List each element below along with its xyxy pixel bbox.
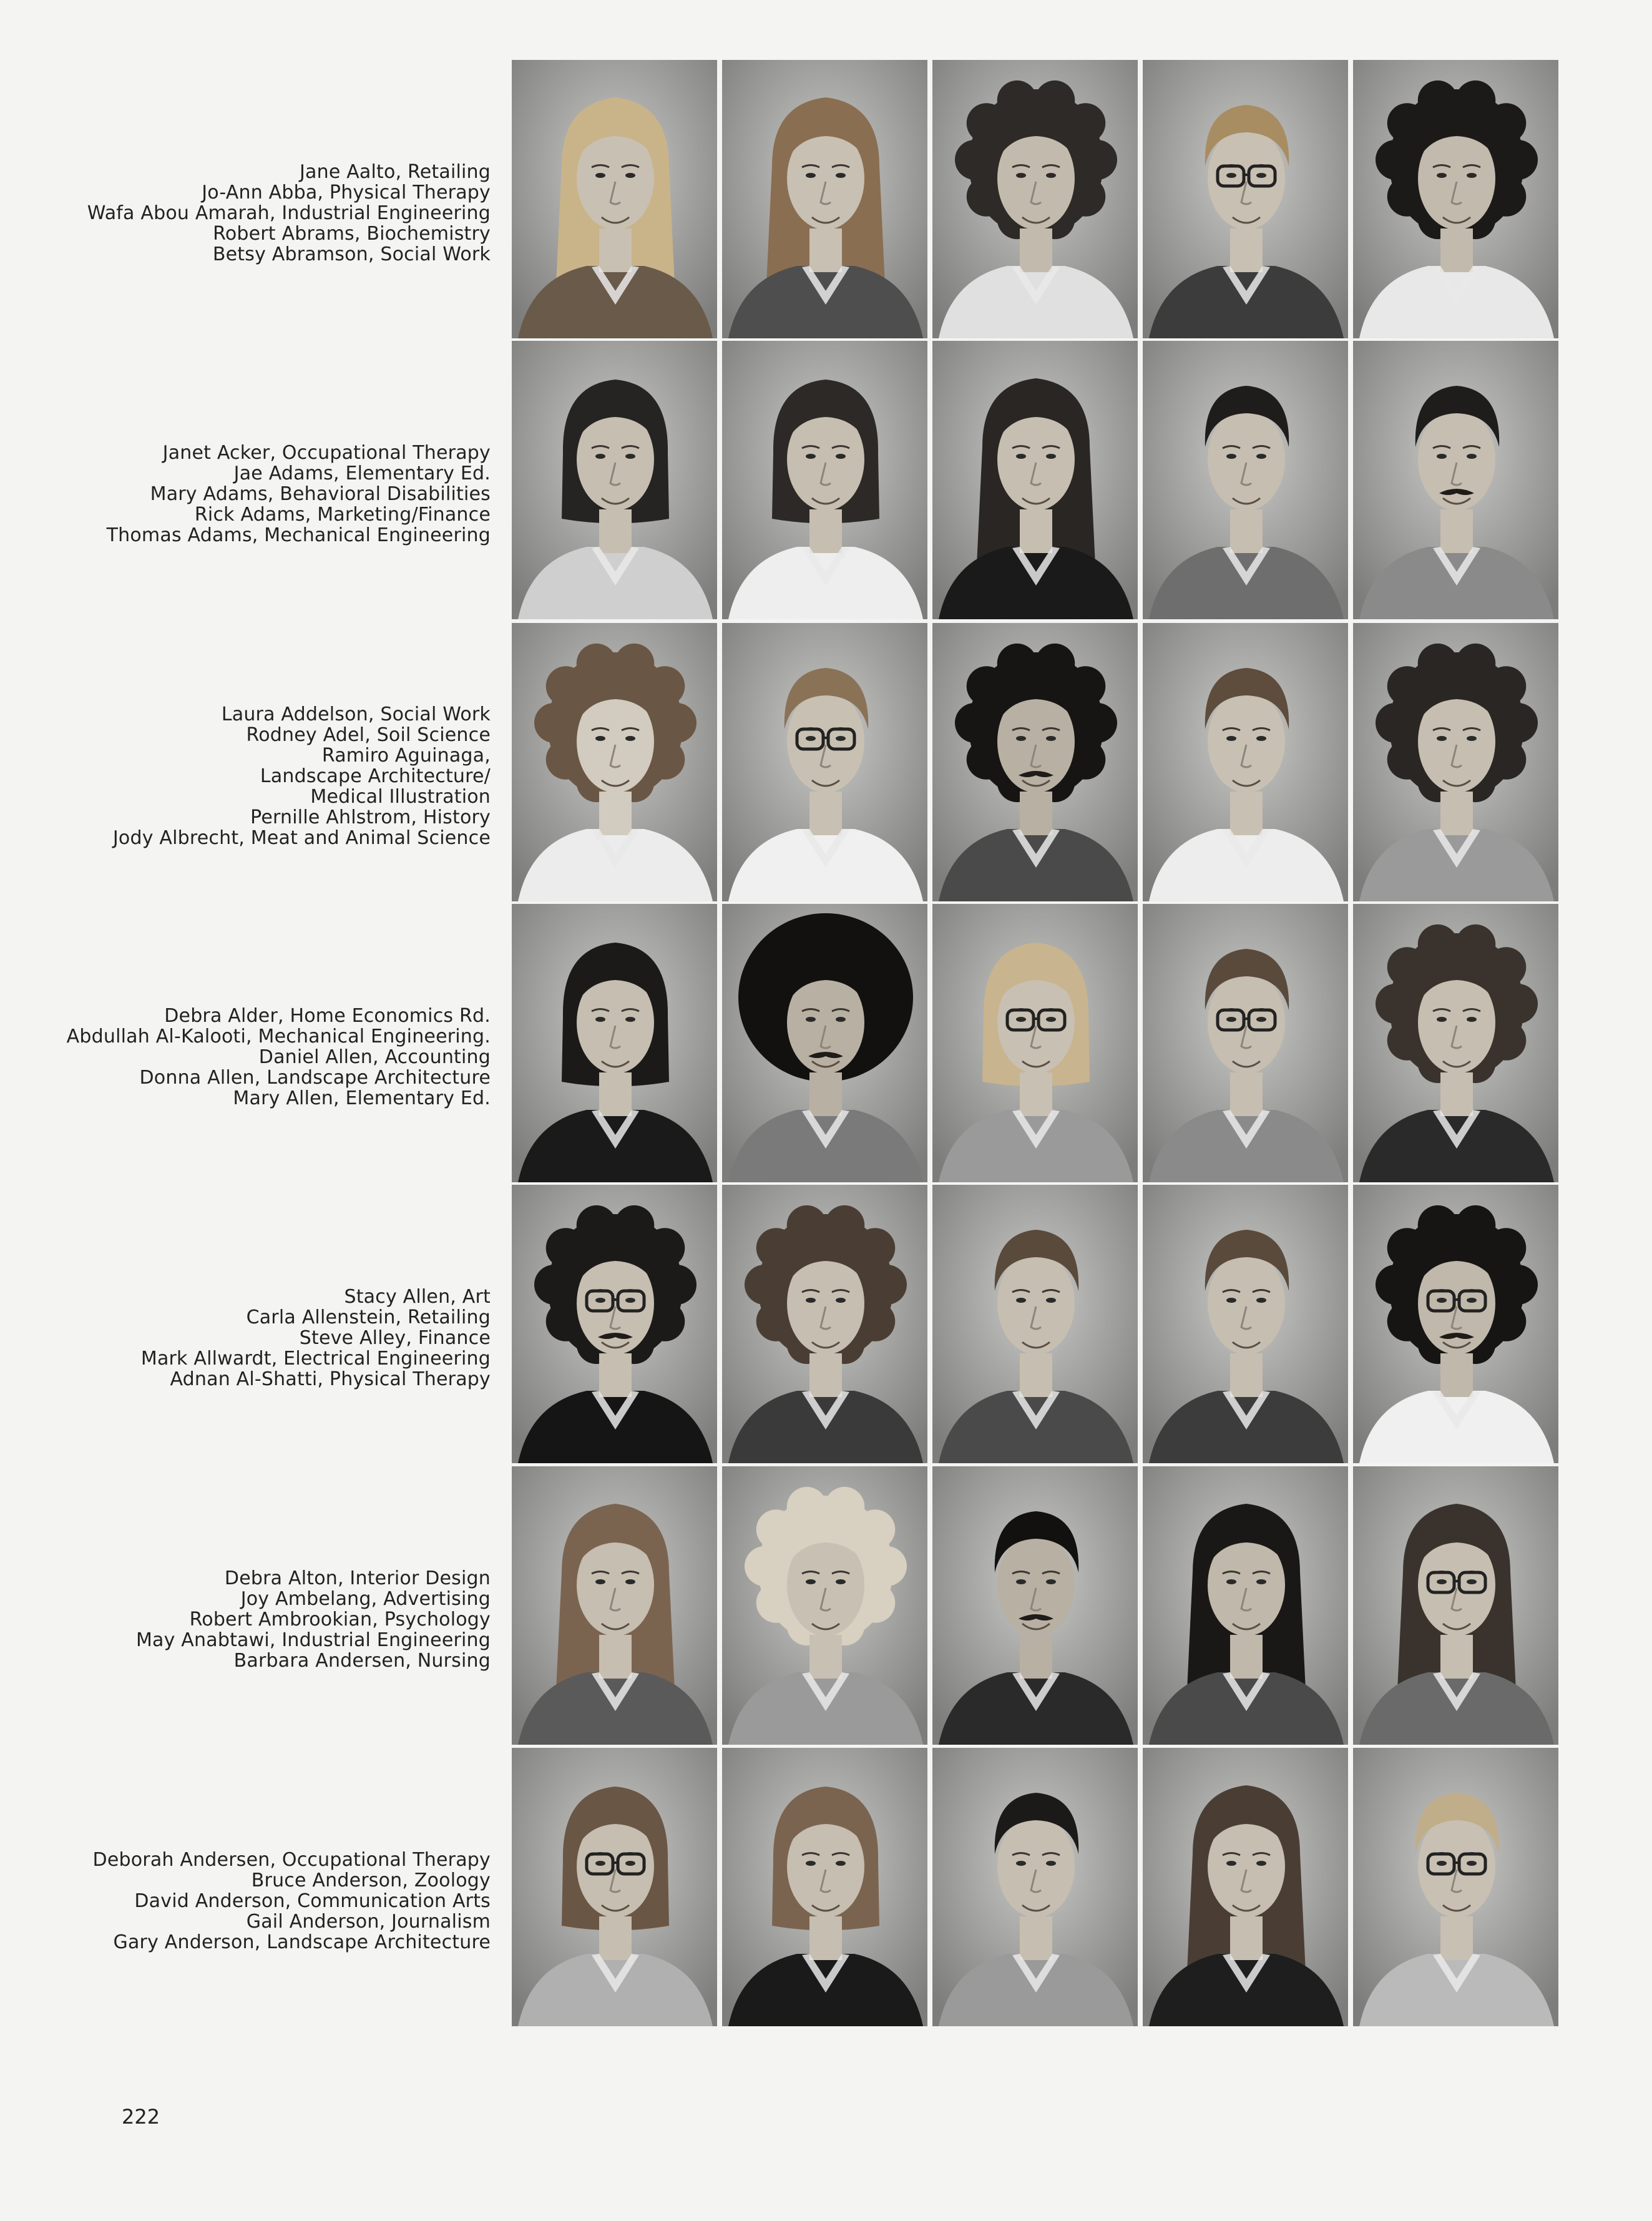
- portrait-row: [0, 1466, 1652, 1747]
- student-name: Adnan Al-Shatti, Physical Therapy: [170, 1368, 491, 1390]
- student-portrait: [512, 1466, 720, 1745]
- portrait-image: [932, 1748, 1140, 2026]
- portrait-image: [722, 1748, 930, 2026]
- student-name: Jae Adams, Elementary Ed.: [233, 462, 491, 484]
- student-name: Debra Alder, Home Economics Rd.: [164, 1004, 491, 1027]
- portrait-image: [932, 1185, 1140, 1463]
- student-name: Jo-Ann Abba, Physical Therapy: [202, 181, 491, 203]
- student-portrait: [512, 341, 720, 619]
- portrait-image: [722, 623, 930, 901]
- student-name: Landscape Architecture/: [260, 765, 491, 787]
- student-portrait: [932, 60, 1140, 338]
- portrait-image: [722, 60, 930, 338]
- student-portrait: [932, 341, 1140, 619]
- student-portrait: [1143, 623, 1351, 901]
- portrait-image: [932, 341, 1140, 619]
- student-name: Deborah Andersen, Occupational Therapy: [92, 1848, 491, 1871]
- portrait-image: [1143, 1466, 1351, 1745]
- portrait-image: [512, 1466, 720, 1745]
- name-caption: [37, 162, 491, 265]
- portrait-strip: [512, 341, 1564, 622]
- student-name: Debra Alton, Interior Design: [224, 1567, 491, 1589]
- portrait-image: [1143, 904, 1351, 1182]
- name-caption: [37, 1006, 491, 1109]
- student-name: Robert Ambrookian, Psychology: [189, 1608, 491, 1630]
- student-name: Joy Ambelang, Advertising: [240, 1587, 491, 1610]
- portrait-image: [932, 904, 1140, 1182]
- student-portrait: [932, 904, 1140, 1182]
- student-name: Donna Allen, Landscape Architecture: [139, 1066, 491, 1089]
- portrait-image: [512, 904, 720, 1182]
- portrait-image: [512, 1185, 720, 1463]
- student-name: Thomas Adams, Mechanical Engineering: [106, 524, 491, 546]
- portrait-row: [0, 341, 1652, 622]
- portrait-image: [512, 60, 720, 338]
- student-name: Steve Alley, Finance: [299, 1326, 491, 1349]
- student-portrait: [512, 623, 720, 901]
- student-name: Rick Adams, Marketing/Finance: [194, 503, 491, 526]
- student-name: Abdullah Al-Kalooti, Mechanical Engineering.: [66, 1025, 491, 1047]
- student-portrait: [1143, 341, 1351, 619]
- portrait-image: [1353, 623, 1561, 901]
- student-portrait: [932, 623, 1140, 901]
- student-name: Gary Anderson, Landscape Architecture: [113, 1931, 491, 1953]
- portrait-image: [1353, 341, 1561, 619]
- student-name: Jane Aalto, Retailing: [299, 160, 491, 183]
- name-caption: [37, 1568, 491, 1671]
- student-name: Rodney Adel, Soil Science: [246, 723, 491, 746]
- student-portrait: [1353, 623, 1561, 901]
- portrait-image: [932, 623, 1140, 901]
- portrait-image: [512, 341, 720, 619]
- student-name: Daniel Allen, Accounting: [258, 1046, 491, 1068]
- student-name: Carla Allenstein, Retailing: [246, 1306, 491, 1328]
- student-portrait: [1353, 60, 1561, 338]
- student-portrait: [1353, 904, 1561, 1182]
- student-portrait: [722, 60, 930, 338]
- student-name: Ramiro Aguinaga,: [321, 744, 491, 767]
- student-name: Stacy Allen, Art: [344, 1285, 491, 1308]
- portrait-image: [1143, 60, 1351, 338]
- name-caption: [37, 443, 491, 546]
- portrait-row: [0, 1185, 1652, 1466]
- portrait-image: [722, 341, 930, 619]
- student-portrait: [512, 60, 720, 338]
- portrait-image: [722, 1466, 930, 1745]
- portrait-row: [0, 1748, 1652, 2029]
- student-name: Mark Allwardt, Electrical Engineering: [140, 1347, 491, 1370]
- student-portrait: [512, 1748, 720, 2026]
- student-name: Laura Addelson, Social Work: [221, 703, 491, 725]
- student-portrait: [722, 1185, 930, 1463]
- student-name: Pernille Ahlstrom, History: [250, 806, 491, 828]
- portrait-image: [1353, 1748, 1561, 2026]
- portrait-strip: [512, 1466, 1564, 1747]
- portrait-row: [0, 623, 1652, 904]
- portrait-image: [512, 623, 720, 901]
- student-portrait: [722, 1466, 930, 1745]
- portrait-strip: [512, 60, 1564, 341]
- student-portrait: [1353, 1748, 1561, 2026]
- student-name: Betsy Abramson, Social Work: [212, 243, 491, 265]
- student-portrait: [1353, 1185, 1561, 1463]
- student-name: Mary Adams, Behavioral Disabilities: [150, 483, 491, 505]
- student-portrait: [1143, 1748, 1351, 2026]
- name-caption: [37, 1850, 491, 1953]
- portrait-image: [1353, 60, 1561, 338]
- student-name: Robert Abrams, Biochemistry: [213, 222, 491, 245]
- portrait-image: [1353, 904, 1561, 1182]
- student-portrait: [1143, 60, 1351, 338]
- student-portrait: [722, 1748, 930, 2026]
- portrait-image: [932, 60, 1140, 338]
- portrait-image: [1143, 1185, 1351, 1463]
- portrait-row: [0, 60, 1652, 341]
- student-name: Mary Allen, Elementary Ed.: [233, 1087, 491, 1109]
- student-name: Janet Acker, Occupational Therapy: [162, 441, 491, 464]
- name-caption: [37, 1287, 491, 1390]
- student-name: Wafa Abou Amarah, Industrial Engineering: [87, 202, 491, 224]
- student-portrait: [722, 904, 930, 1182]
- student-name: Jody Albrecht, Meat and Animal Science: [112, 826, 491, 849]
- portrait-strip: [512, 623, 1564, 904]
- student-name: Barbara Andersen, Nursing: [233, 1649, 491, 1672]
- student-name: May Anabtawi, Industrial Engineering: [135, 1629, 491, 1651]
- student-name: David Anderson, Communication Arts: [134, 1890, 491, 1912]
- student-portrait: [1143, 1185, 1351, 1463]
- student-portrait: [512, 1185, 720, 1463]
- portrait-row: [0, 904, 1652, 1185]
- portrait-image: [722, 1185, 930, 1463]
- name-caption: [37, 704, 491, 848]
- student-portrait: [932, 1466, 1140, 1745]
- student-portrait: [1353, 1466, 1561, 1745]
- portrait-image: [1143, 623, 1351, 901]
- student-portrait: [512, 904, 720, 1182]
- student-portrait: [722, 623, 930, 901]
- student-portrait: [932, 1748, 1140, 2026]
- student-portrait: [1143, 1466, 1351, 1745]
- portrait-image: [1353, 1466, 1561, 1745]
- portrait-strip: [512, 1748, 1564, 2029]
- student-portrait: [1353, 341, 1561, 619]
- portrait-strip: [512, 904, 1564, 1185]
- student-portrait: [722, 341, 930, 619]
- portrait-strip: [512, 1185, 1564, 1466]
- portrait-image: [932, 1466, 1140, 1745]
- portrait-image: [1143, 341, 1351, 619]
- portrait-image: [512, 1748, 720, 2026]
- student-portrait: [1143, 904, 1351, 1182]
- student-name: Gail Anderson, Journalism: [246, 1910, 491, 1933]
- portrait-image: [722, 904, 930, 1182]
- portrait-image: [1143, 1748, 1351, 2026]
- student-name: Bruce Anderson, Zoology: [251, 1869, 491, 1891]
- student-portrait: [932, 1185, 1140, 1463]
- page-number: 222: [122, 2105, 160, 2129]
- student-name: Medical Illustration: [310, 785, 491, 808]
- portrait-image: [1353, 1185, 1561, 1463]
